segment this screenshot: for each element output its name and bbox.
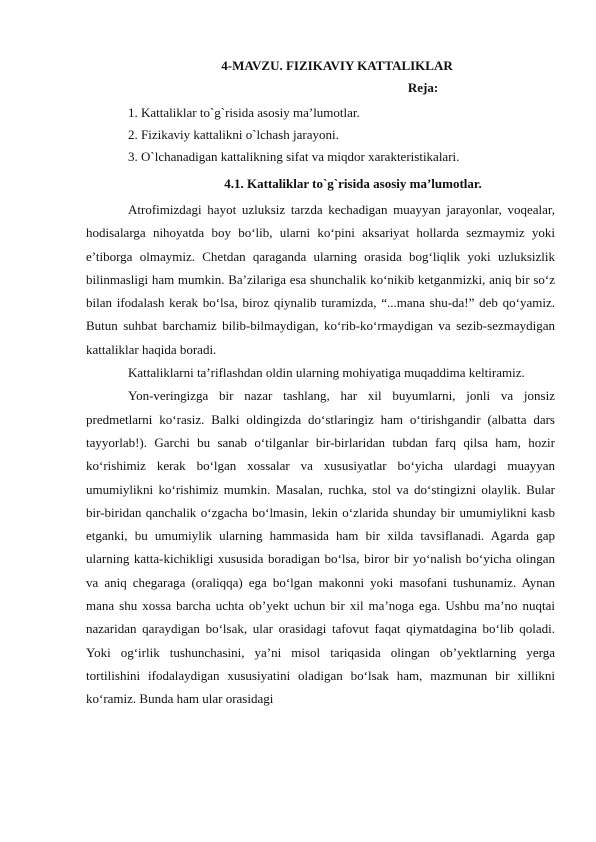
plan-item: 3. O`lchanadigan kattalikning sifat va miqdor xarakteristikalari. [128, 149, 460, 164]
plan-item: 2. Fizikaviy kattalikni o`lchash jarayoni. [128, 127, 339, 142]
paragraph: Kattaliklarni ta’riflashdan oldin ularning mohiyatiga muqaddima keltiramiz. [128, 365, 525, 381]
body-text [86, 198, 555, 711]
plan-heading: Reja: [407, 80, 439, 95]
section-title: 4.1. Kattaliklar to`g`risida asosiy ma’lumotlar. [224, 176, 482, 191]
paragraph: Atrofimizdagi hayot uzluksiz tarzda kechadigan muayyan jarayonlar, voqealar, hodisalarga nihoyatda boy bo‘lib, ularni ko‘pini aksariyat hollarda sezmaymiz yoki e’tiborga olmaymiz. Chetdan qaraganda ularning orasida bog‘liqlik yoki uzluksizlik bilinmasligi ham mumkin. Ba’zilariga esa shunchalik ko‘nikib ketganmizki, aniq bir so‘z bilan ifodalash kerak bo‘lsa, biroz qiynalib turamizda, “...mana shu-da!” deb qo‘yamiz. Butun suhbat barchamiz bilib-bilmaydigan, ko‘rib-ko‘rmaydigan va sezib-sezmaydigan kattaliklar haqida boradi. [86, 202, 555, 357]
plan-list [128, 102, 459, 168]
document-title: 4-MAVZU. FIZIKAVIY KATTALIKLAR [221, 58, 453, 73]
plan-item: 1. Kattaliklar to`g`risida asosiy ma’lumotlar. [128, 105, 360, 120]
paragraph: Yon-veringizga bir nazar tashlang, har xil buyumlarni, jonli va jonsiz predmetlarni ko‘rasiz. Balki oldingizda do‘stlaringiz ham o‘tirishgandir (albatta dars tayyorlab!). Garchi bu sanab o‘tilganlar bir-birlaridan tubdan farq qilsa ham, hozir ko‘rishimiz kerak bo‘lgan xossalar va xususiyatlar bo‘yicha ulardagi muayyan umumiylikni ko‘rishimiz mumkin. Masalan, ruchka, stol va do‘stingizni olaylik. Bular bir-biridan qanchalik o‘zgacha bo‘lmasin, lekin o‘zlarida shunday bir umumiylikni kasb etganki, bu umumiylik ularning hammasida ham bir xilda tavsiflanadi. Agarda gap ularning katta-kichikligi xususida boradigan bo‘lsa, biror bir yo‘nalish bo‘yicha olingan va aniq chegaraga (oraliqqa) ega bo‘lgan makonni yoki masofani tushunamiz. Aynan mana shu xossa barcha uchta ob’yekt uchun bir xil ma’noga ega. Ushbu ma’no nuqtai nazaridan qaraydigan bo‘lsak, ular orasidagi tafovut faqat qiymatdagina bo‘lib qoladi. Yoki og‘irlik tushunchasini, ya’ni misol tariqasida olingan ob’yektlarning yerga tortilishini ifodalaydigan xususiyatini oladigan bo‘lsak ham, mazmunan bir xillikni ko‘ramiz. Bunda ham ular orasidagi [86, 388, 555, 707]
